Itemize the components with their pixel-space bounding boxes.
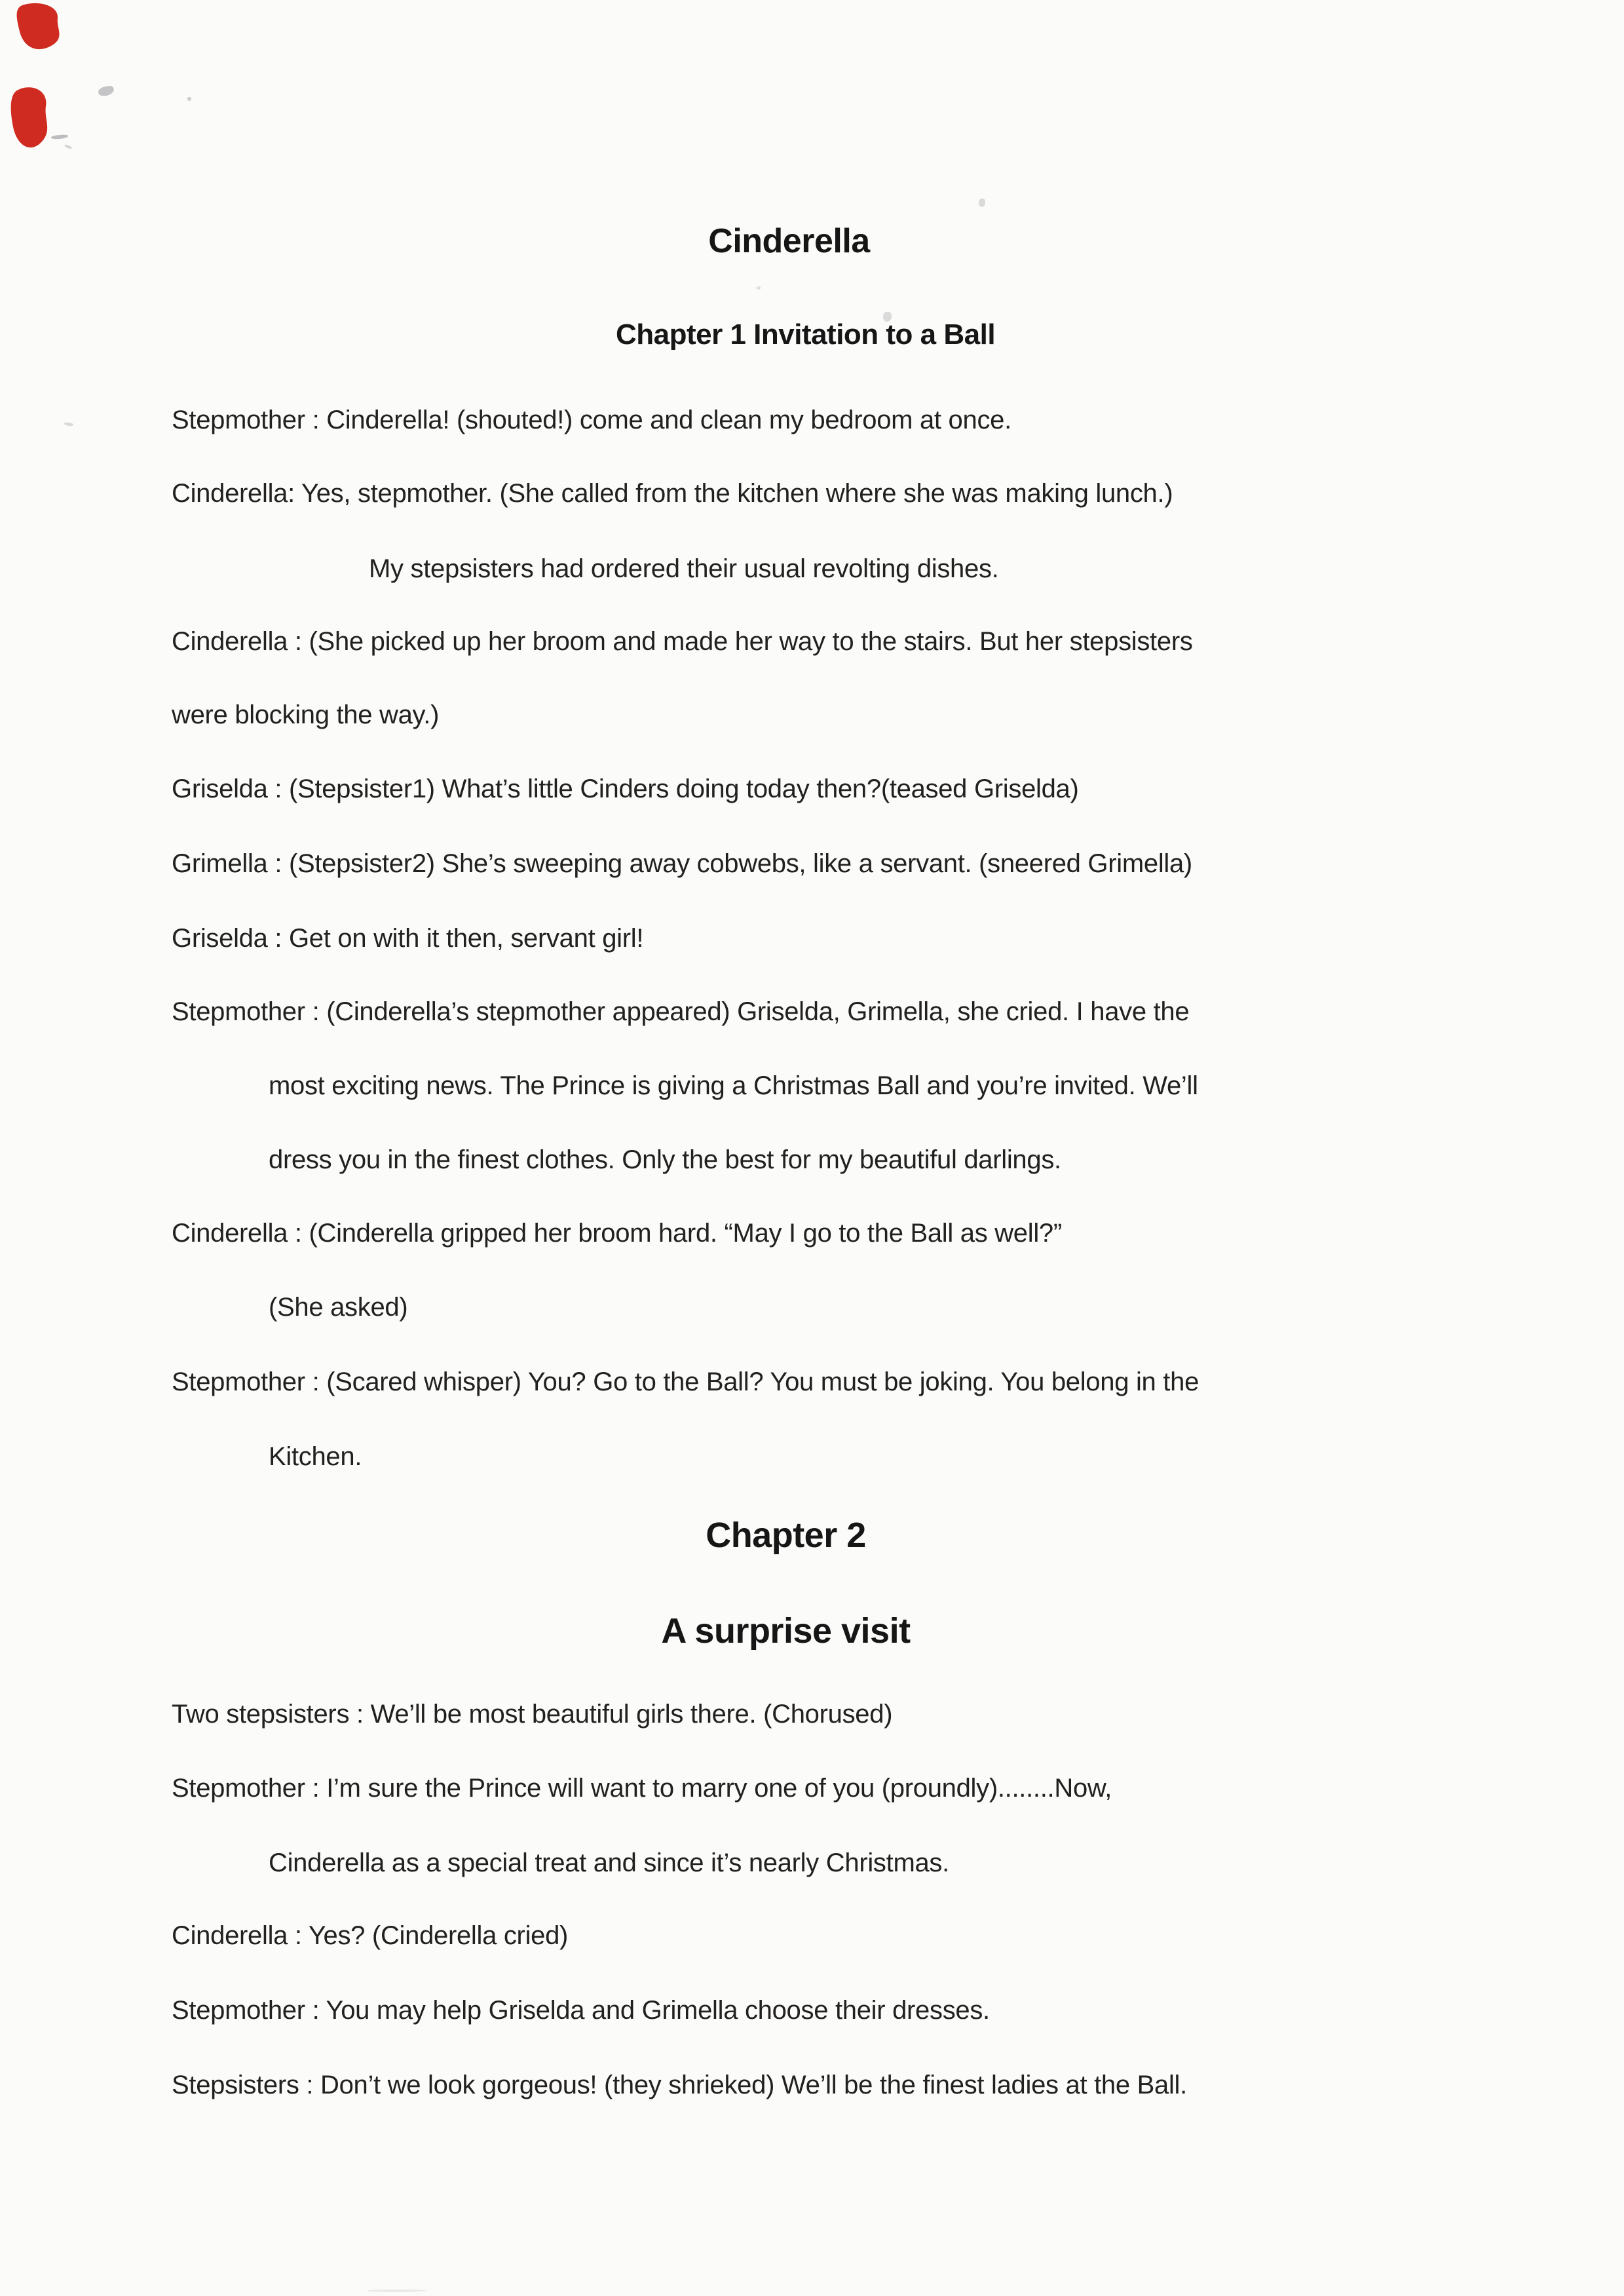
script-line: Cinderella : (Cinderella gripped her broom hard. “May I go to the Ball as well?” <box>172 1219 1062 1248</box>
script-line: were blocking the way.) <box>172 700 440 729</box>
scan-speck <box>757 286 761 290</box>
chapter-2-heading: Chapter 2 <box>706 1516 866 1555</box>
scan-speck <box>64 422 74 427</box>
script-line: Grimella : (Stepsister2) She’s sweeping away cobwebs, like a servant. (sneered Grimella) <box>172 849 1192 878</box>
script-line: Kitchen. <box>269 1442 362 1471</box>
script-line: Stepmother : (Cinderella’s stepmother appeared) Griselda, Grimella, she cried. I have the <box>172 997 1190 1026</box>
script-line: Stepmother : (Scared whisper) You? Go to the Ball? You must be joking. You belong in the <box>172 1368 1199 1396</box>
script-line: Stepmother : I’m sure the Prince will want to marry one of you (proundly)........Now, <box>172 1774 1112 1803</box>
script-line: (She asked) <box>269 1293 408 1322</box>
page-title: Cinderella <box>708 222 870 260</box>
script-line: Stepsisters : Don’t we look gorgeous! (they shrieked) We’ll be the finest ladies at the Ball. <box>172 2071 1187 2099</box>
red-ink-mark-bottom <box>11 87 47 147</box>
scan-speck <box>979 199 985 207</box>
script-line: Cinderella : Yes? (Cinderella cried) <box>172 1921 569 1950</box>
script-line: Two stepsisters : We’ll be most beautiful girls there. (Chorused) <box>172 1700 893 1729</box>
script-line: most exciting news. The Prince is giving a Christmas Ball and you’re invited. We’ll <box>269 1071 1198 1100</box>
script-line: dress you in the finest clothes. Only the best for my beautiful darlings. <box>269 1145 1061 1174</box>
script-line: Griselda : Get on with it then, servant girl! <box>172 924 644 953</box>
script-line: My stepsisters had ordered their usual revolting dishes. <box>369 554 999 583</box>
scan-speck <box>98 85 115 98</box>
chapter-2-subheading: A surprise visit <box>661 1611 911 1651</box>
script-line: Cinderella: Yes, stepmother. (She called from the kitchen where she was making lunch.) <box>172 479 1173 508</box>
script-line: Cinderella as a special treat and since it’s nearly Christmas. <box>269 1848 949 1877</box>
scan-speck <box>367 2289 426 2292</box>
red-ink-marks <box>4 0 89 170</box>
script-line: Stepmother : You may help Griselda and Grimella choose their dresses. <box>172 1996 990 2025</box>
scan-speck <box>187 97 191 101</box>
script-line: Stepmother : Cinderella! (shouted!) come and clean my bedroom at once. <box>172 406 1011 434</box>
script-line: Cinderella : (She picked up her broom and made her way to the stairs. But her stepsisters <box>172 627 1193 656</box>
script-line: Griselda : (Stepsister1) What’s little Cinders doing today then?(teased Griselda) <box>172 775 1079 803</box>
red-ink-mark-top <box>17 3 60 49</box>
chapter-1-heading: Chapter 1 Invitation to a Ball <box>615 318 996 351</box>
